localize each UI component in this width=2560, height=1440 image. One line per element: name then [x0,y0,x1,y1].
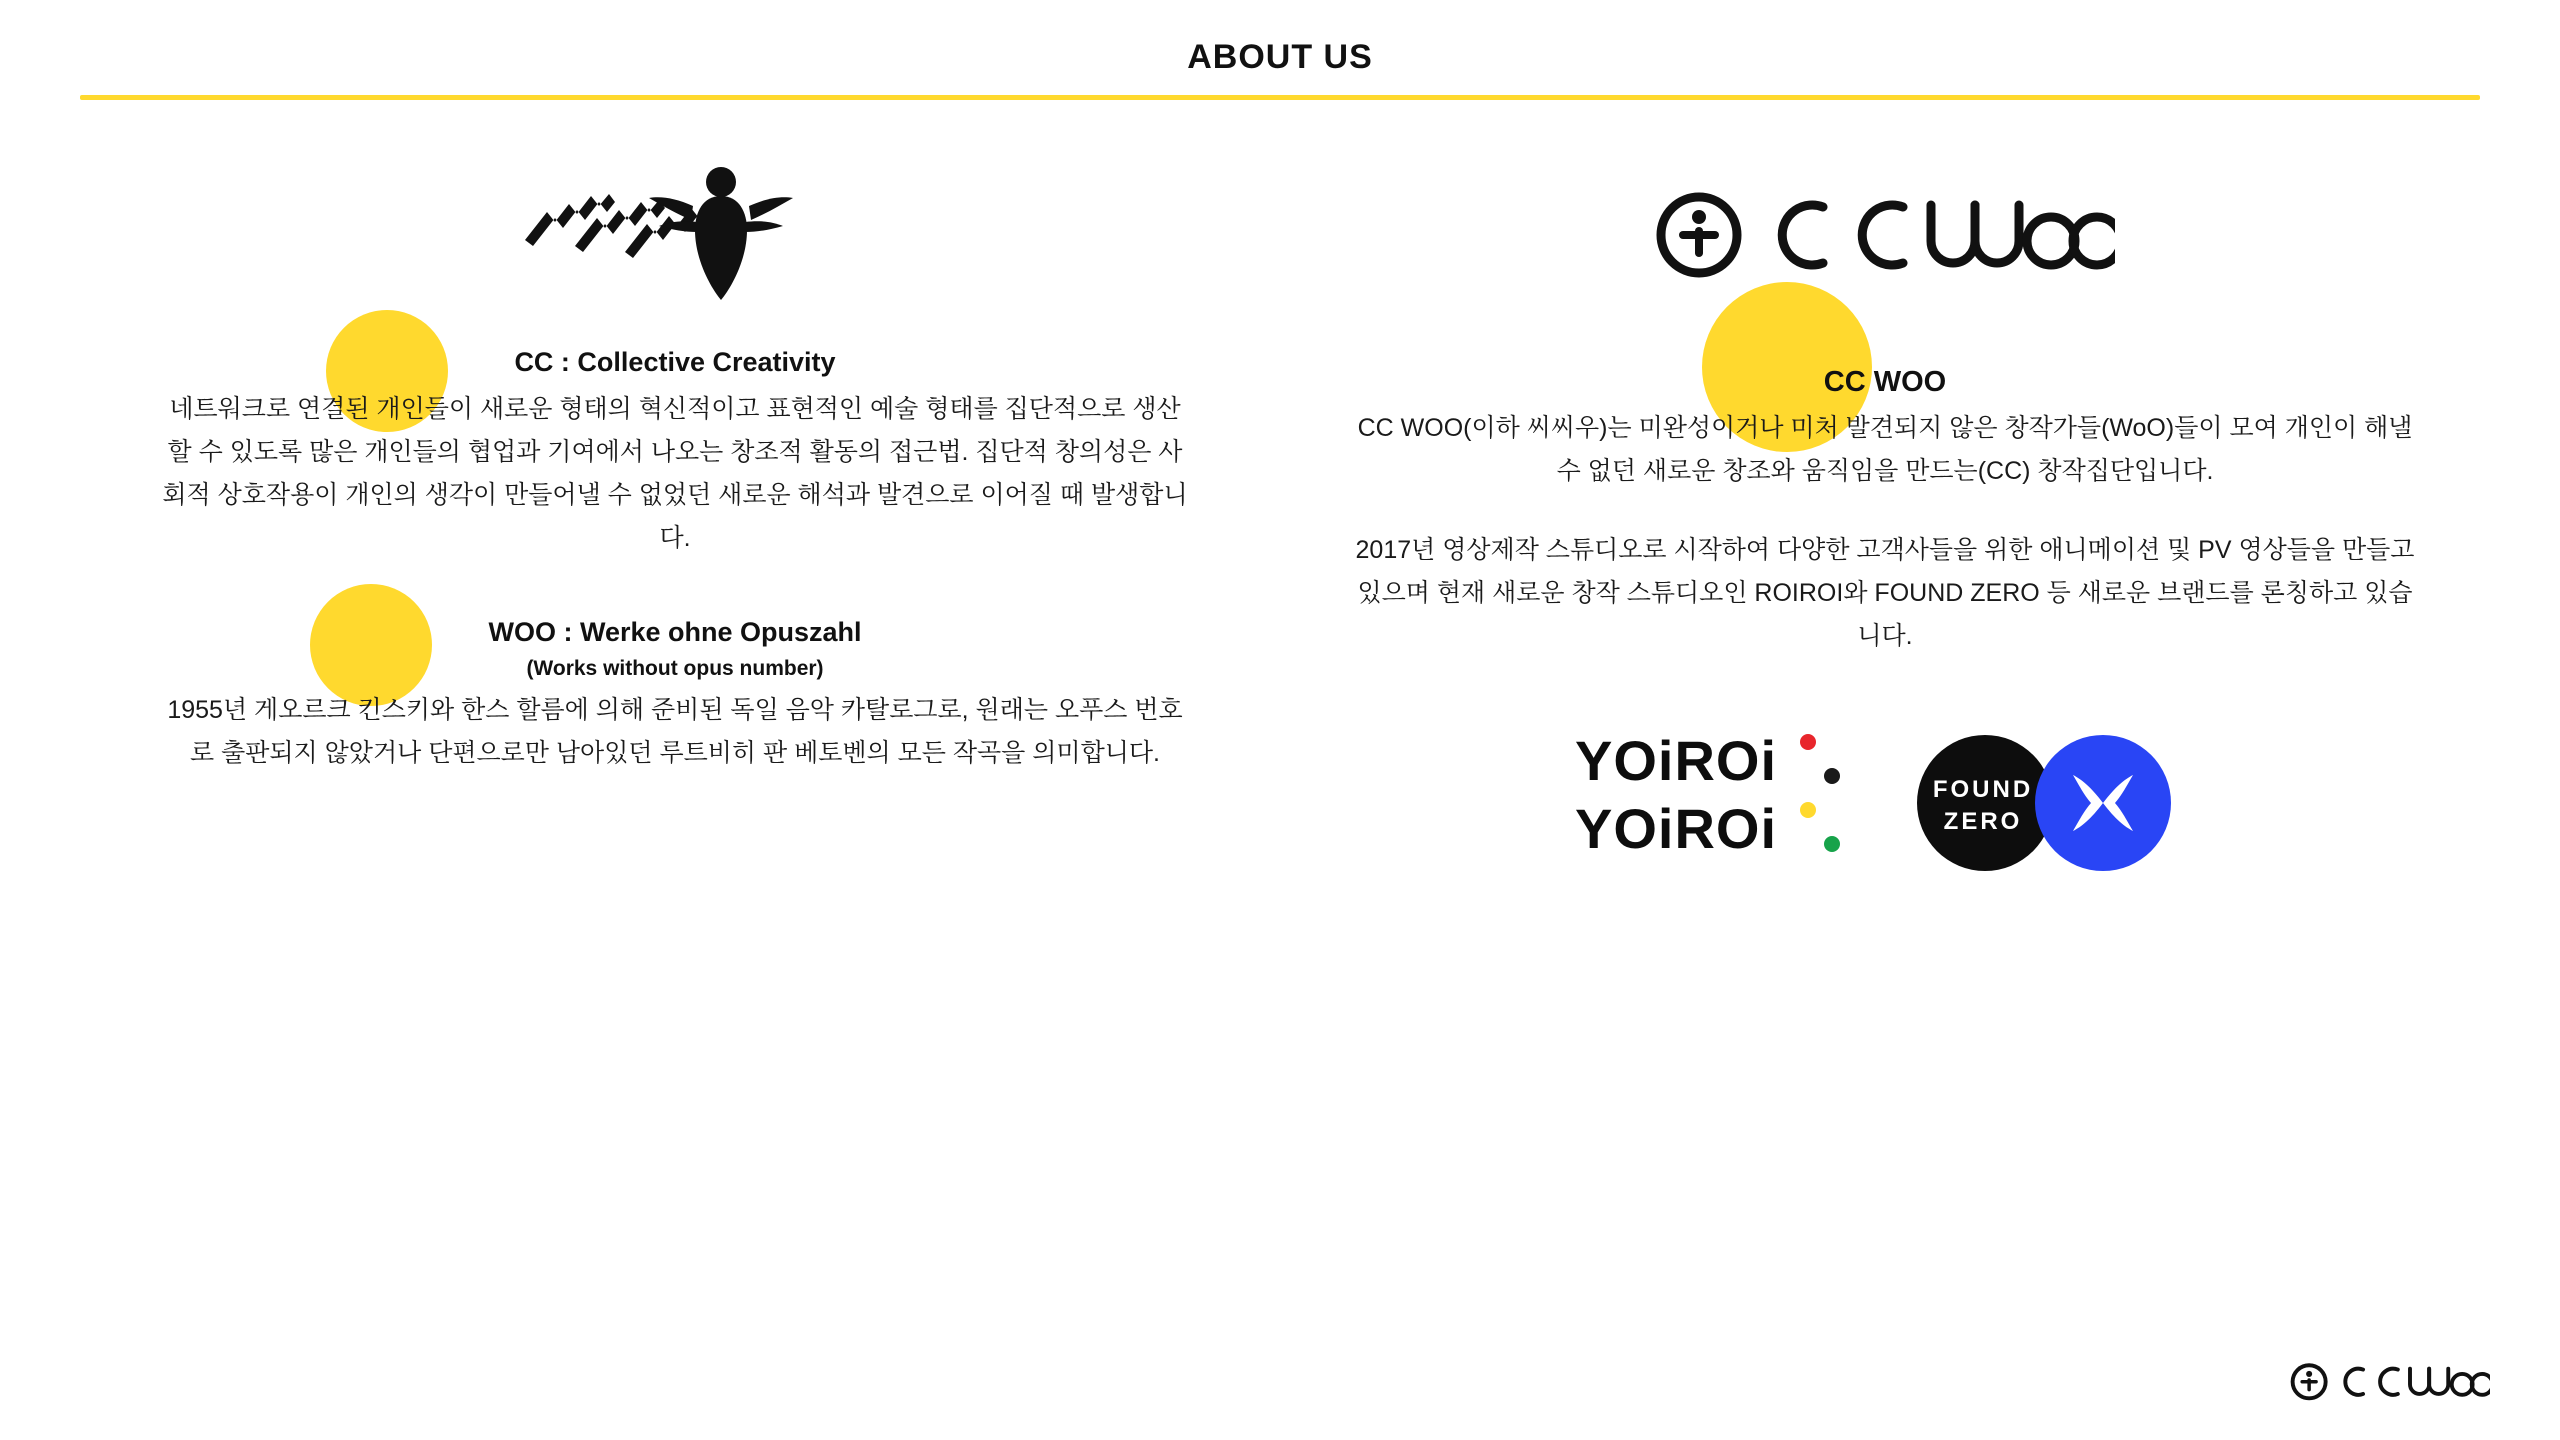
cc-heading: CC : Collective Creativity [514,347,836,377]
right-column [1280,140,2490,878]
cc-body: 네트워크로 연결된 개인들이 새로운 형태의 혁신적이고 표현적인 예술 형태를 집단적으로 생산할 수 있도록 많은 개인들의 협업과 기여에서 나오는 창조적 활동의 접근법. 집단적 창의성은 사회적 상호작용이 개인의 생각이 만들어낼 수 없었던 새로운 해석과 발견으로 이어질 때 발생합니다. [162,395,1188,553]
left-column [70,140,1280,878]
ccwoo-footer-logo [2290,1359,2490,1405]
brand-logo-row [1350,728,2420,878]
roiroi-logo [1575,728,1845,878]
mmt-logo-row [160,140,1190,330]
ccwoo-body-2: 2017년 영상제작 스튜디오로 시작하여 다양한 고객사들을 위한 애니메이션 및 PV 영상들을 만들고 있으며 현재 새로운 창작 스튜디오인 ROIROI와 FOUND ZERO 등 새로운 브랜드를 론칭하고 있습니다. [1355,536,2415,650]
woo-heading: WOO : Werke ohne Opuszahl [488,617,862,648]
svg-text:YOiROi: YOiROi [1575,797,1778,860]
svg-text:FOUND: FOUND [1932,776,2034,803]
page-title: ABOUT US [1187,38,1373,76]
ccwoo-heading: CC WOO [1823,366,1947,398]
svg-text:YOiROi: YOiROi [1575,729,1778,792]
cc-block [160,344,1190,560]
woo-body: 1955년 게오르크 킨스키와 한스 할름에 의해 준비된 독일 음악 카탈로그로, 원래는 오푸스 번호로 출판되지 않았거나 단편으로만 남아있던 루트비히 판 베토벤의 모든 작곡을 의미합니다. [167,695,1183,767]
footer-logo [2290,1359,2490,1410]
ccwoo-body-1: CC WOO(이하 씨씨우)는 미완성이거나 미처 발견되지 않은 창작가들(WoO)들이 모여 개인이 해낼 수 없던 새로운 창조와 움직임을 만드는(CC) 창작집단입니다. [1357,414,2413,485]
title-divider [80,95,2480,100]
ccwoo-logo [1655,183,2115,288]
content-columns [0,140,2560,878]
ccwoo-block [1350,366,2420,658]
ccwoo-logo-row [1350,140,2420,330]
found-zero-logo [1905,733,2195,873]
woo-subheading: (Works without opus number) [526,656,824,680]
svg-text:ZERO: ZERO [1943,808,2023,835]
woo-block [160,614,1190,774]
mmt-logo [525,160,825,310]
